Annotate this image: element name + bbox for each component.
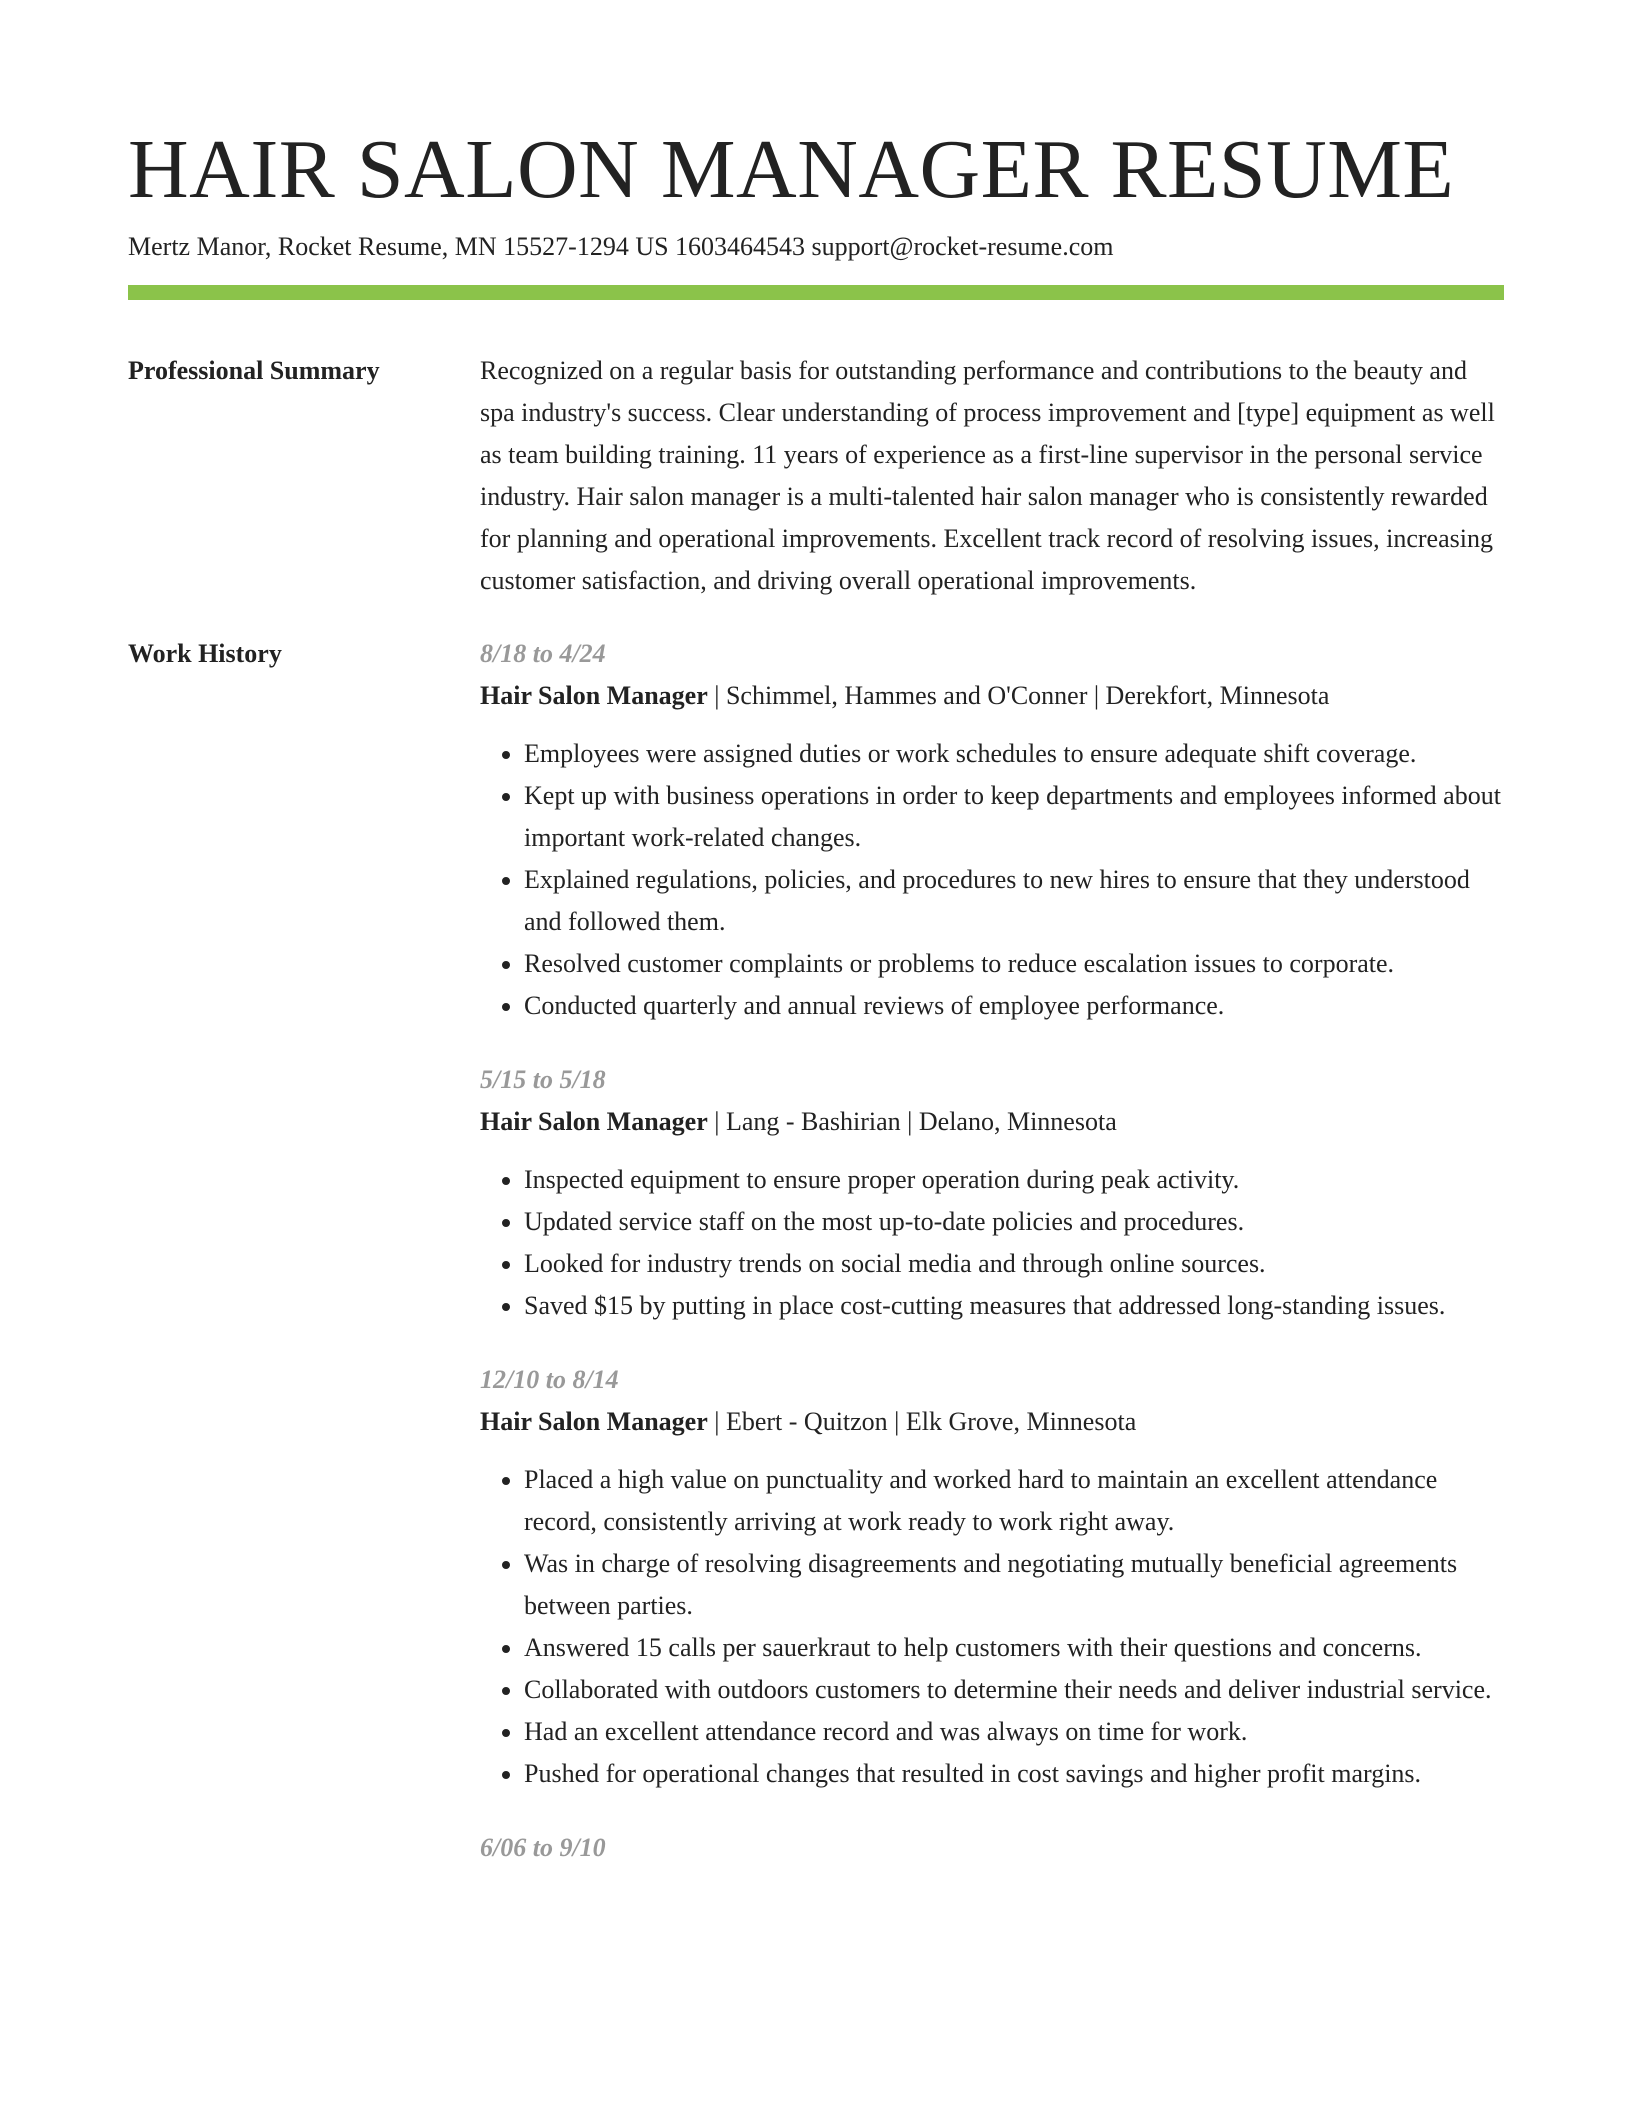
job-entry (480, 1359, 1504, 1795)
job-heading (480, 1401, 1504, 1443)
job-bullet: • Looked for industry trends on social media and through online sources. (524, 1243, 1504, 1285)
job-dates: 5/15 to 5/18 (480, 1065, 606, 1094)
job-dates: 6/06 to 9/10 (480, 1833, 606, 1862)
job-details: | Schimmel, Hammes and O'Conner | Derekfort, Minnesota (707, 681, 1330, 710)
job-bullet-list (480, 1159, 1504, 1327)
job-bullet: • Explained regulations, policies, and procedures to new hires to ensure that they understood and followed them. (524, 859, 1504, 943)
job-dates: 12/10 to 8/14 (480, 1365, 619, 1394)
job-bullet: • Employees were assigned duties or work schedules to ensure adequate shift coverage. (524, 733, 1504, 775)
job-details: | Lang - Bashirian | Delano, Minnesota (707, 1107, 1117, 1136)
resume-title: HAIR SALON MANAGER RESUME (128, 123, 1455, 216)
summary-text: Recognized on a regular basis for outstanding performance and contributions to the beauty and spa industry's success. Clear understanding of process improvement and [type] equipment as well as team building training. 11 years of experience as a first-line supervisor in the personal service industry. Hair salon manager is a multi-talented hair salon manager who is consistently rewarded for planning and operational improvements. Excellent track record of resolving issues, increasing customer satisfaction, and driving overall operational improvements. (480, 356, 1495, 595)
summary-body (480, 350, 1504, 602)
job-bullet: • Answered 15 calls per sauerkraut to help customers with their questions and concerns. (524, 1627, 1504, 1669)
job-bullet: • Saved $15 by putting in place cost-cutting measures that addressed long-standing issues. (524, 1285, 1504, 1327)
job-entry (480, 1827, 1504, 1869)
job-bullet: • Updated service staff on the most up-to-date policies and procedures. (524, 1201, 1504, 1243)
job-title: Hair Salon Manager (480, 1107, 708, 1136)
job-bullet: • Pushed for operational changes that resulted in cost savings and higher profit margins. (524, 1753, 1504, 1795)
job-bullet-list (480, 733, 1504, 1027)
job-entry (480, 633, 1504, 1027)
job-title: Hair Salon Manager (480, 681, 708, 710)
job-bullet: • Placed a high value on punctuality and worked hard to maintain an excellent attendance record, consistently arriving at work ready to work right away. (524, 1459, 1504, 1543)
section-label-professional-summary: Professional Summary (128, 356, 380, 385)
work-history-section (128, 633, 1504, 1901)
job-bullet: • Was in charge of resolving disagreements and negotiating mutually beneficial agreements between parties. (524, 1543, 1504, 1627)
work-history-body (480, 633, 1504, 1901)
job-bullet: • Had an excellent attendance record and was always on time for work. (524, 1711, 1504, 1753)
section-label-work-history: Work History (128, 639, 282, 668)
job-bullet: • Resolved customer complaints or problems to reduce escalation issues to corporate. (524, 943, 1504, 985)
professional-summary-section (128, 350, 1504, 602)
job-title: Hair Salon Manager (480, 1407, 708, 1436)
job-bullet: • Inspected equipment to ensure proper operation during peak activity. (524, 1159, 1504, 1201)
job-bullet: • Kept up with business operations in order to keep departments and employees informed about important work-related changes. (524, 775, 1504, 859)
job-entry (480, 1059, 1504, 1327)
job-bullet-list (480, 1459, 1504, 1795)
header-divider (128, 285, 1504, 300)
contact-line: Mertz Manor, Rocket Resume, MN 15527-1294 US 1603464543 support@rocket-resume.com (128, 232, 1114, 261)
job-bullet: • Conducted quarterly and annual reviews of employee performance. (524, 985, 1504, 1027)
job-details: | Ebert - Quitzon | Elk Grove, Minnesota (707, 1407, 1137, 1436)
job-heading (480, 1101, 1504, 1143)
job-bullet: • Collaborated with outdoors customers to determine their needs and deliver industrial service. (524, 1669, 1504, 1711)
job-dates: 8/18 to 4/24 (480, 639, 606, 668)
job-heading (480, 675, 1504, 717)
